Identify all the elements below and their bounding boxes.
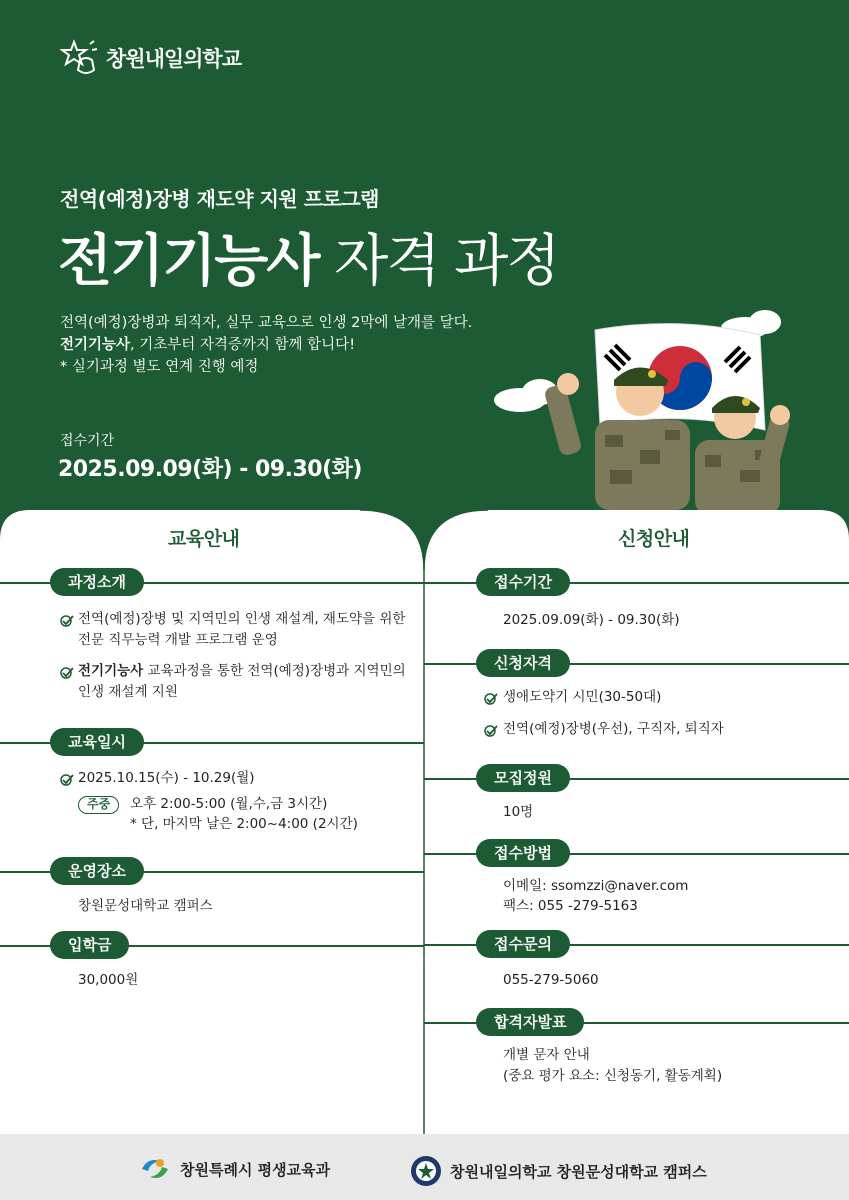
intro-line-2-bold: 전기기능사 [60, 337, 131, 353]
course-intro-item-2-rest: 교육과정을 통한 전역(예정)장병과 지역민의 [143, 663, 406, 679]
footer-org-2-text: 창원내일의학교 창원문성대학교 캠퍼스 [450, 1162, 707, 1181]
label-app-period: 접수기간 [476, 568, 570, 596]
intro-text [60, 312, 472, 378]
title-light: 자격 과정 [334, 229, 559, 294]
logo [60, 38, 241, 78]
schedule-weekday-chip: 주중 [78, 796, 119, 814]
label-method: 접수방법 [476, 839, 570, 867]
check-icon [60, 614, 74, 628]
check-icon [60, 666, 74, 680]
schedule-time: 오후 2:00-5:00 (월,수,금 3시간) [130, 796, 328, 812]
method-fax: 팩스: 055 -279-5163 [503, 898, 638, 914]
label-eligibility: 신청자격 [476, 649, 570, 677]
footer-org-1 [138, 1155, 330, 1183]
footer-org-1-text: 창원특례시 평생교육과 [180, 1160, 331, 1179]
logo-text: 창원내일의학교 [106, 47, 242, 71]
eligibility-item-2: 전역(예정)장병(우선), 구직자, 퇴직자 [503, 721, 724, 737]
label-schedule: 교육일시 [50, 728, 144, 756]
info-panel-background [0, 510, 849, 1134]
check-icon [60, 773, 74, 787]
check-icon [484, 724, 498, 738]
label-result: 합격자발표 [476, 1008, 584, 1036]
method-email: 이메일: ssomzzi@naver.com [503, 878, 689, 894]
course-intro-item-2-line-2: 인생 재설계 지원 [78, 684, 178, 700]
intro-line-3: * 실기과정 별도 연계 진행 예정 [60, 359, 259, 375]
footer-org-2 [410, 1155, 707, 1187]
course-intro-item-2-bold: 전기기능사 [78, 663, 144, 679]
program-title [58, 222, 558, 302]
school-seal-icon [410, 1155, 442, 1187]
program-subtitle: 전역(예정)장병 재도약 지원 프로그램 [60, 187, 379, 211]
course-intro-item-1-line-2: 전문 직무능력 개발 프로그램 운영 [78, 632, 278, 648]
schedule-note: * 단, 마지막 날은 2:00~4:00 (2시간) [130, 816, 358, 832]
changwon-city-logo-icon [138, 1155, 172, 1183]
eligibility-item-1: 생애도약기 시민(30-50대) [503, 689, 662, 705]
soldiers-flag-illustration [490, 300, 810, 520]
venue-value: 창원문성대학교 캠퍼스 [78, 898, 213, 914]
course-intro-item-2 [78, 661, 406, 703]
course-intro-item-1-line-1: 전역(예정)장병 및 지역민의 인생 재설계, 재도약을 위한 [78, 611, 406, 627]
title-bold: 전기기능사 [58, 229, 319, 294]
label-inquiry: 접수문의 [476, 930, 570, 958]
hero-banner [0, 0, 849, 560]
education-title: 교육안내 [168, 528, 240, 550]
intro-line-2-rest: , 기초부터 자격증까지 함께 합니다! [130, 337, 356, 353]
check-icon [484, 692, 498, 706]
result-line-2: (중요 평가 요소: 신청동기, 활동계획) [503, 1068, 723, 1084]
fee-value: 30,000원 [78, 972, 139, 988]
inquiry-value: 055-279-5060 [503, 972, 599, 988]
course-intro-item-2-line-1 [78, 661, 406, 682]
course-intro-item-1 [78, 609, 405, 651]
footer [0, 1134, 849, 1200]
application-title: 신청안내 [618, 528, 690, 550]
label-course-intro: 과정소개 [50, 568, 144, 596]
label-fee: 입학금 [50, 931, 129, 959]
app-period-value: 2025.09.09(화) - 09.30(화) [503, 612, 680, 628]
capacity-value: 10명 [503, 804, 534, 820]
hero-period-value: 2025.09.09(화) - 09.30(화) [58, 457, 362, 482]
star-hand-icon [60, 38, 100, 78]
schedule-dates: 2025.10.15(수) - 10.29(월) [78, 770, 255, 786]
result-line-1: 개별 문자 안내 [503, 1047, 590, 1063]
hero-period-label: 접수기간 [60, 433, 115, 449]
label-venue: 운영장소 [50, 857, 144, 885]
intro-line-2 [60, 334, 472, 356]
label-capacity: 모집정원 [476, 764, 570, 792]
intro-line-1: 전역(예정)장병과 퇴직자, 실무 교육으로 인생 2막에 날개를 달다. [60, 315, 473, 331]
